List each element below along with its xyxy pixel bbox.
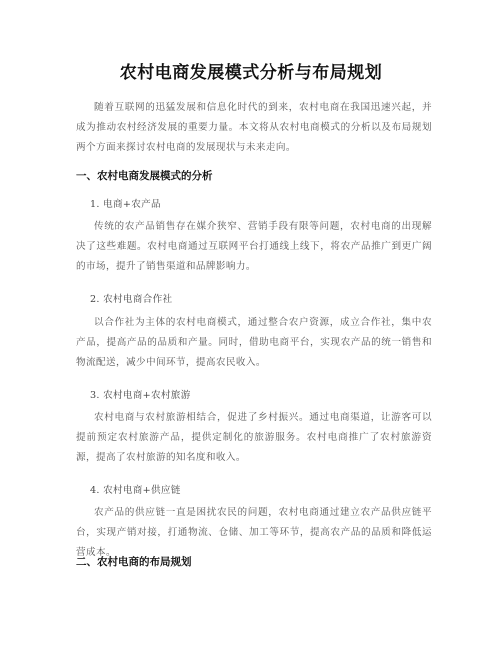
paragraph-2: 以合作社为主体的农村电商模式，通过整合农户资源，成立合作社，集中农产品，提高产品的品质和产量。同时，借助电商平台，实现农产品的统一销售和物流配送，减少中间环节，提高农民收入。 [76,317,432,368]
subheading-3: 3. 农村电商+农村旅游 [90,390,191,401]
section-2-heading: 二、农村电商的布局规划 [76,556,192,568]
subheading-4: 4. 农村电商+供应链 [90,485,181,496]
subheading-1: 1. 电商+农产品 [90,199,161,210]
subheading-2: 2. 农村电商合作社 [90,294,173,305]
section-1-heading: 一、农村电商发展模式的分析 [76,170,213,182]
paragraph-1: 传统的农产品销售存在媒介狭窄、营销手段有限等问题，农村电商的出现解决了这些难题。农村电商通过互联网平台打通线上线下，将农产品推广到更广阔的市场，提升了销售渠道和品牌影响力。 [76,221,432,272]
document-title: 农村电商发展模式分析与布局规划 [119,63,383,83]
intro-paragraph: 随着互联网的迅猛发展和信息化时代的到来，农村电商在我国迅速兴起，并成为推动农村经济发展的重要力量。本文将从农村电商模式的分析以及布局规划两个方面来探讨农村电商的发展现状与未来走向。 [76,102,432,153]
paragraph-3: 农村电商与农村旅游相结合，促进了乡村振兴。通过电商渠道，让游客可以提前预定农村旅游产品，提供定制化的旅游服务。农村电商推广了农村旅游资源，提高了农村旅游的知名度和收入。 [76,412,432,463]
paragraph-4: 农产品的供应链一直是困扰农民的问题，农村电商通过建立农产品供应链平台，实现产销对接，打通物流、仓储、加工等环节，提高农产品的品质和降低运营成本。 [76,507,432,558]
